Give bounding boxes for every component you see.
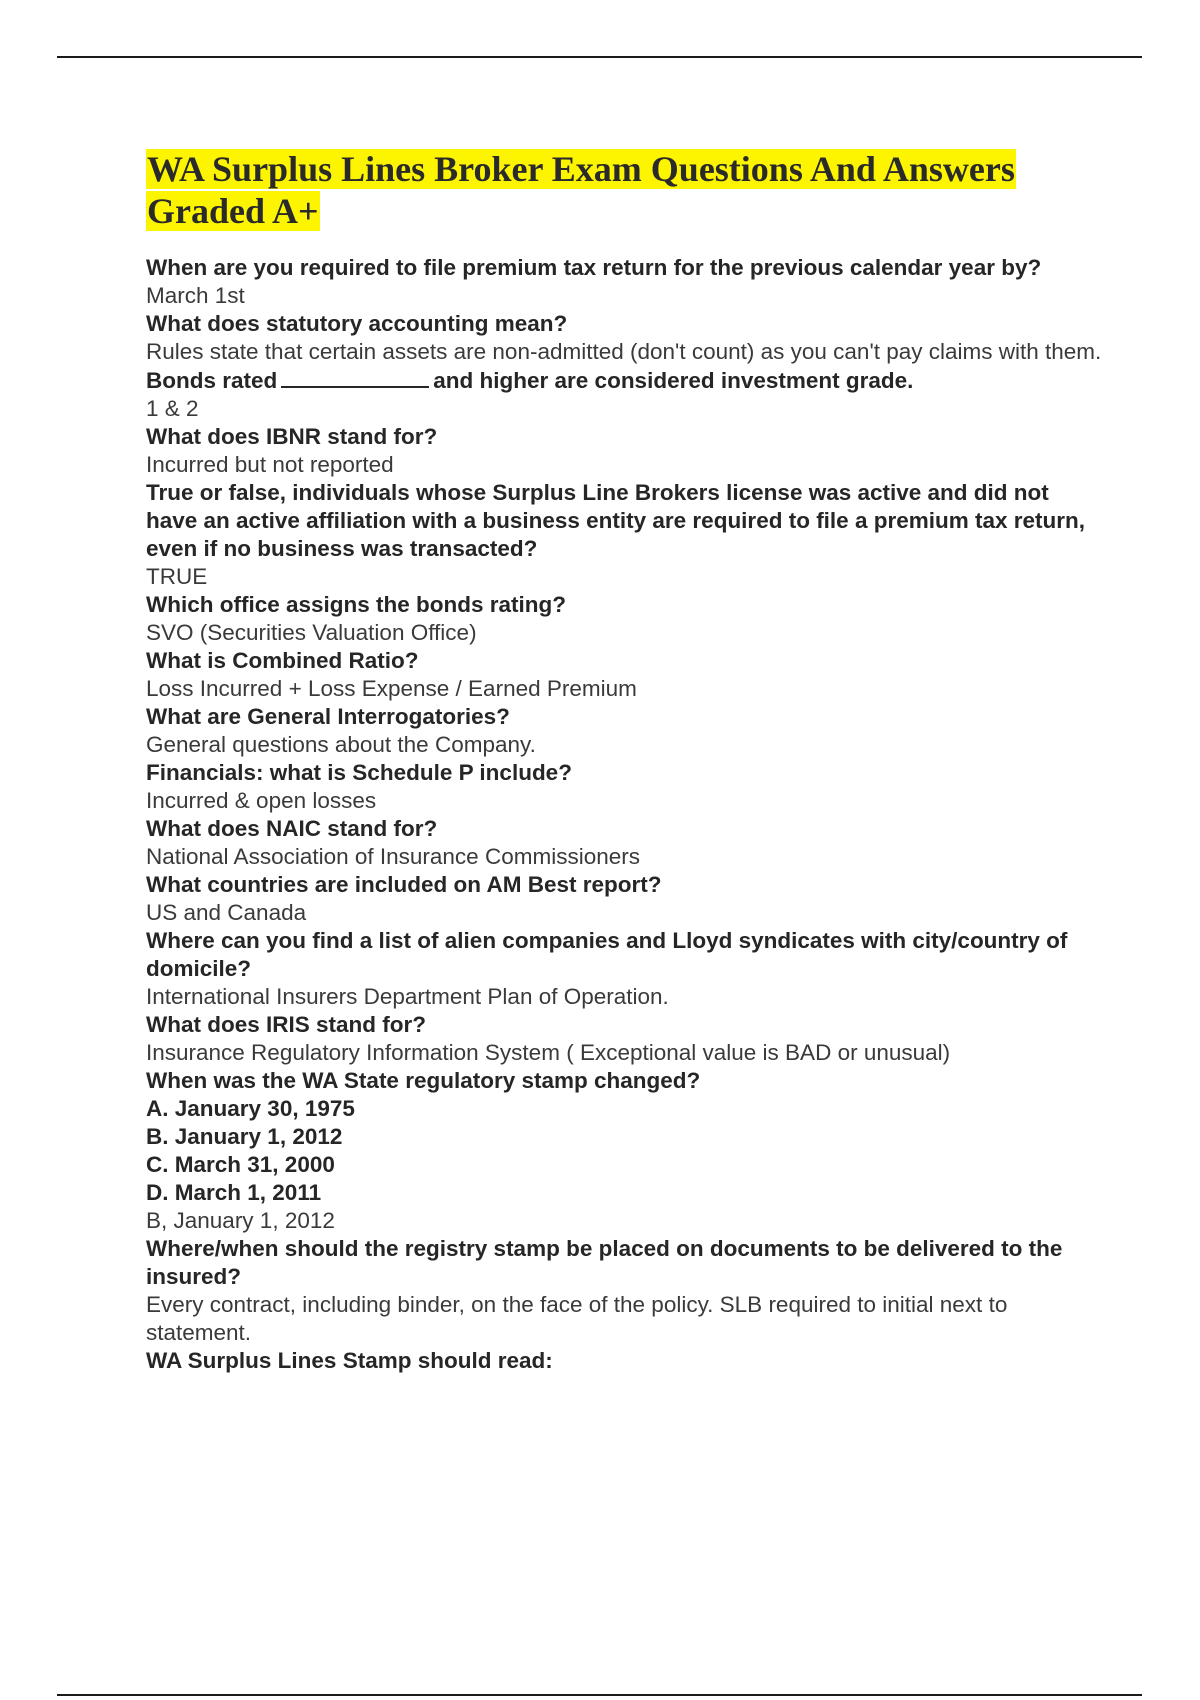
question: When are you required to file premium tax return for the previous calendar year by? [146, 255, 1042, 280]
question: True or false, individuals whose Surplus Line Brokers license was active and did not have an active affiliation with a business entity are required to file a premium tax return, even if no business was transacted? [146, 480, 1086, 561]
page-title [146, 148, 1106, 232]
answer: International Insurers Department Plan of Operation. [146, 984, 669, 1009]
question: What is Combined Ratio? [146, 648, 419, 673]
answer: Every contract, including binder, on the face of the policy. SLB required to initial next to statement. [146, 1292, 1008, 1345]
top-rule [57, 56, 1142, 58]
answer: Loss Incurred + Loss Expense / Earned Premium [146, 676, 637, 701]
document-body [146, 148, 1106, 1375]
question: Which office assigns the bonds rating? [146, 592, 567, 617]
answer: General questions about the Company. [146, 732, 536, 757]
question-part: Bonds rated [146, 368, 278, 393]
answer-option: D. March 1, 2011 [146, 1180, 322, 1205]
question: What countries are included on AM Best report? [146, 872, 662, 897]
answer: US and Canada [146, 900, 307, 925]
answer-option: B. January 1, 2012 [146, 1124, 343, 1149]
answer: Insurance Regulatory Information System ( Exceptional value is BAD or unusual) [146, 1040, 951, 1065]
answer-option: A. January 30, 1975 [146, 1096, 355, 1121]
question: Where/when should the registry stamp be placed on documents to be delivered to the insured? [146, 1236, 1063, 1289]
title-highlight: WA Surplus Lines Broker Exam Questions And Answers Graded A+ [147, 149, 1015, 231]
question: When was the WA State regulatory stamp changed? [146, 1068, 701, 1093]
answer: B, January 1, 2012 [146, 1208, 335, 1233]
answer: 1 & 2 [146, 396, 199, 421]
answer: TRUE [146, 564, 208, 589]
answer: Incurred & open losses [146, 788, 377, 813]
answer: SVO (Securities Valuation Office) [146, 620, 477, 645]
answer: March 1st [146, 283, 245, 308]
question: WA Surplus Lines Stamp should read: [146, 1348, 553, 1373]
question-part: and higher are considered investment grade. [433, 368, 914, 393]
answer: National Association of Insurance Commissioners [146, 844, 640, 869]
answer-option: C. March 31, 2000 [146, 1152, 335, 1177]
blank-line [281, 366, 429, 388]
question: What does IBNR stand for? [146, 424, 438, 449]
answer: Incurred but not reported [146, 452, 394, 477]
question: What does statutory accounting mean? [146, 311, 568, 336]
question-fill-in-blank [146, 366, 1106, 395]
question: What does NAIC stand for? [146, 816, 438, 841]
answer: Rules state that certain assets are non-admitted (don't count) as you can't pay claims with them. [146, 339, 1102, 364]
question: Financials: what is Schedule P include? [146, 760, 572, 785]
question: What does IRIS stand for? [146, 1012, 427, 1037]
question: What are General Interrogatories? [146, 704, 510, 729]
question: Where can you find a list of alien companies and Lloyd syndicates with city/country of domicile? [146, 928, 1068, 981]
bottom-rule [57, 1694, 1142, 1696]
